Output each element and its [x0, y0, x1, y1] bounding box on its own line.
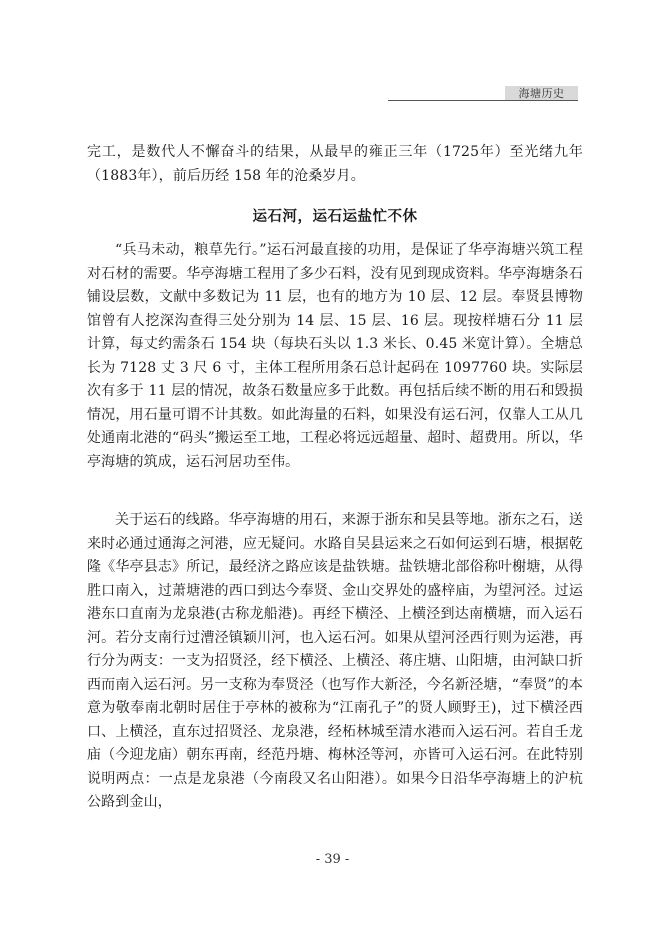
page-number: - 39 - [315, 852, 350, 867]
paragraph-second: 关于运石的线路。华亭海塘的用石，来源于浙东和吴县等地。浙东之石，送来时必通过通海之河港，应无疑问。水路自吴县运来之石如何运到石塘，根据乾隆《华亭县志》所记，最经济之路应该是盐铁塘。盐铁塘北部俗称叶榭塘，从得胜口南入，过萧塘港的西口到达今奉贤、金山交界处的盛梓庙，为望河泾。过运港东口直南为龙泉港(古称龙船港)。再经下横泾、上横泾到达南横塘，而入运石河。若分支南行过漕泾镇颖川河，也入运石河。如果从望河泾西行则为运港，再行分为两支：一支为招贤泾，经下横泾、上横泾、蒋庄塘、山阳塘，由河缺口折西而南入运石河。另一支称为奉贤泾（也写作大新泾，今名新泾塘，“奉贤”的本意为敬奉南北朝时居住于亭林的被称为“江南孔子”的贤人顾野王)，过下横泾西口、上横泾，直东过招贤泾、龙泉港，经柘林城至清水港而入运石河。若自壬龙庙（今迎龙庙）朝东再南，经范丹塘、梅林泾等河，亦皆可入运石河。在此特别说明两点：一点是龙泉港（今南段又名山阳港）。如果今日沿华亭海塘上的沪杭公路到金山， [87, 512, 583, 810]
running-header-section-label: 海塘历史 [505, 86, 578, 101]
section-title: 运石河，运石运盐忙不休 [252, 209, 418, 225]
running-header-rule [388, 100, 578, 101]
paragraph-first: “兵马未动，粮草先行。”运石河最直接的功用，是保证了华亭海塘兴筑工程对石材的需要。华亭海塘工程用了多少石料，没有见到现成资料。华亭海塘条石铺设层数，文献中多数记为 11 层，也有的地方为 10 层、12 层。奉贤县博物馆曾有人挖深沟查得三处分别为 14 层、15 层、16 层。现按样塘石分 11 层计算，每丈约需条石 154 块（每块石头以 1.3 米长、0.45 米宽计算）。全塘总长为 7128 丈 3 尺 6 寸，主体工程所用条石总计起码在 1097760 块。实际层次有多于 11 层的情况，故条石数量应多于此数。再包括后续不断的用石和毁损情况，用石量可谓不计其数。如此海量的石料，如果没有运石河，仅靠人工从几处通南北港的“码头”搬运至工地，工程必将远远超量、超时、超费用。所以，华亭海塘的筑成，运石河居功至伟。 [87, 242, 583, 470]
paragraph-opening: 完工，是数代人不懈奋斗的结果，从最早的雍正三年（1725年）至光绪九年（1883年），前后历经 158 年的沧桑岁月。 [87, 144, 583, 184]
